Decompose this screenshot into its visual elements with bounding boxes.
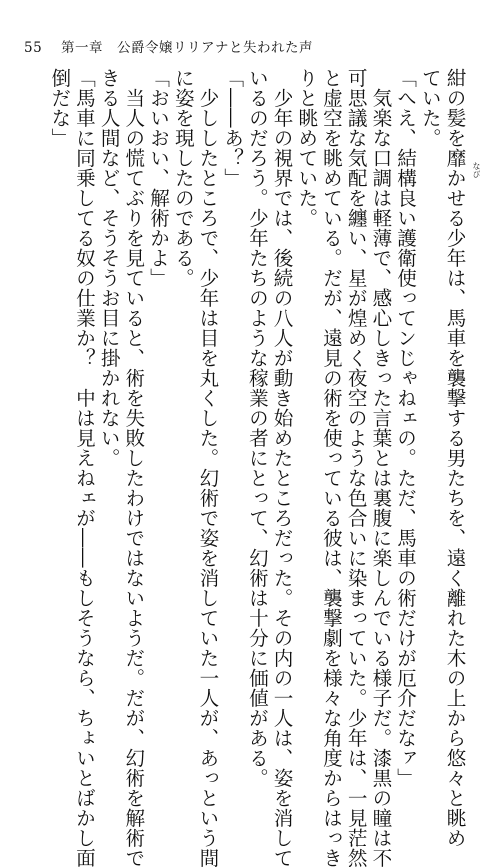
- text-line: 「おいおい、解術かよ」: [146, 68, 170, 288]
- text-line: きる人間など、そうそうお目に掛かれない。: [97, 68, 121, 468]
- vertical-body-text: [16, 68, 466, 868]
- text-line: と虚空を眺めている。だが、遠見の術を使っている彼は、襲撃劇を様々な角度からはっき: [319, 68, 343, 868]
- text-line: 「へえ、結構良い護衛使ってンじゃねェの。ただ、馬車の術だけが厄介だなァ」: [393, 68, 417, 788]
- text-line: 「――あ？」: [220, 68, 244, 188]
- text-line: 気楽な口調は軽薄で、感心しきった言葉とは裏腹に楽しんでいる様子だ。漆黒の瞳は不: [368, 68, 392, 868]
- text-line: 紺の髪を靡かせる少年は、馬車を襲撃する男たちを、遠く離れた木の上から悠々と眺め: [443, 68, 466, 848]
- text-line: 少ししたところで、少年は目を丸くした。幻術で姿を消していた一人が、あっという間: [195, 68, 219, 868]
- running-header: [24, 36, 313, 56]
- ruby-annotation: なび: [472, 162, 481, 178]
- text-line: ていた。: [418, 68, 442, 148]
- text-line: いるのだろう。少年たちのような稼業の者にとって、幻術は十分に価値がある。: [245, 68, 269, 788]
- chapter-title: 第一章 公爵令嬢リリアナと失われた声: [60, 40, 313, 56]
- text-line: りと眺めていた。: [294, 68, 318, 228]
- page-number: 55: [24, 40, 43, 56]
- text-line: 「馬車に同乗してる奴の仕業か？ 中は見えねェが――もしそうなら、ちょいとばかし面: [72, 68, 96, 868]
- text-line: 倒だな」: [47, 68, 71, 148]
- text-line: 当人の慌てぶりを見ていると、術を失敗したわけではないようだ。だが、幻術を解術で: [121, 68, 145, 868]
- text-line: 少年の視界では、後続の八人が動き始めたところだった。その内の一人は、姿を消して: [270, 68, 294, 868]
- text-line: 可思議な気配を纏い、星が煌めく夜空のような色合いに染まっていた。少年は、一見茫然: [344, 68, 368, 868]
- text-line: に姿を現したのである。: [171, 68, 195, 288]
